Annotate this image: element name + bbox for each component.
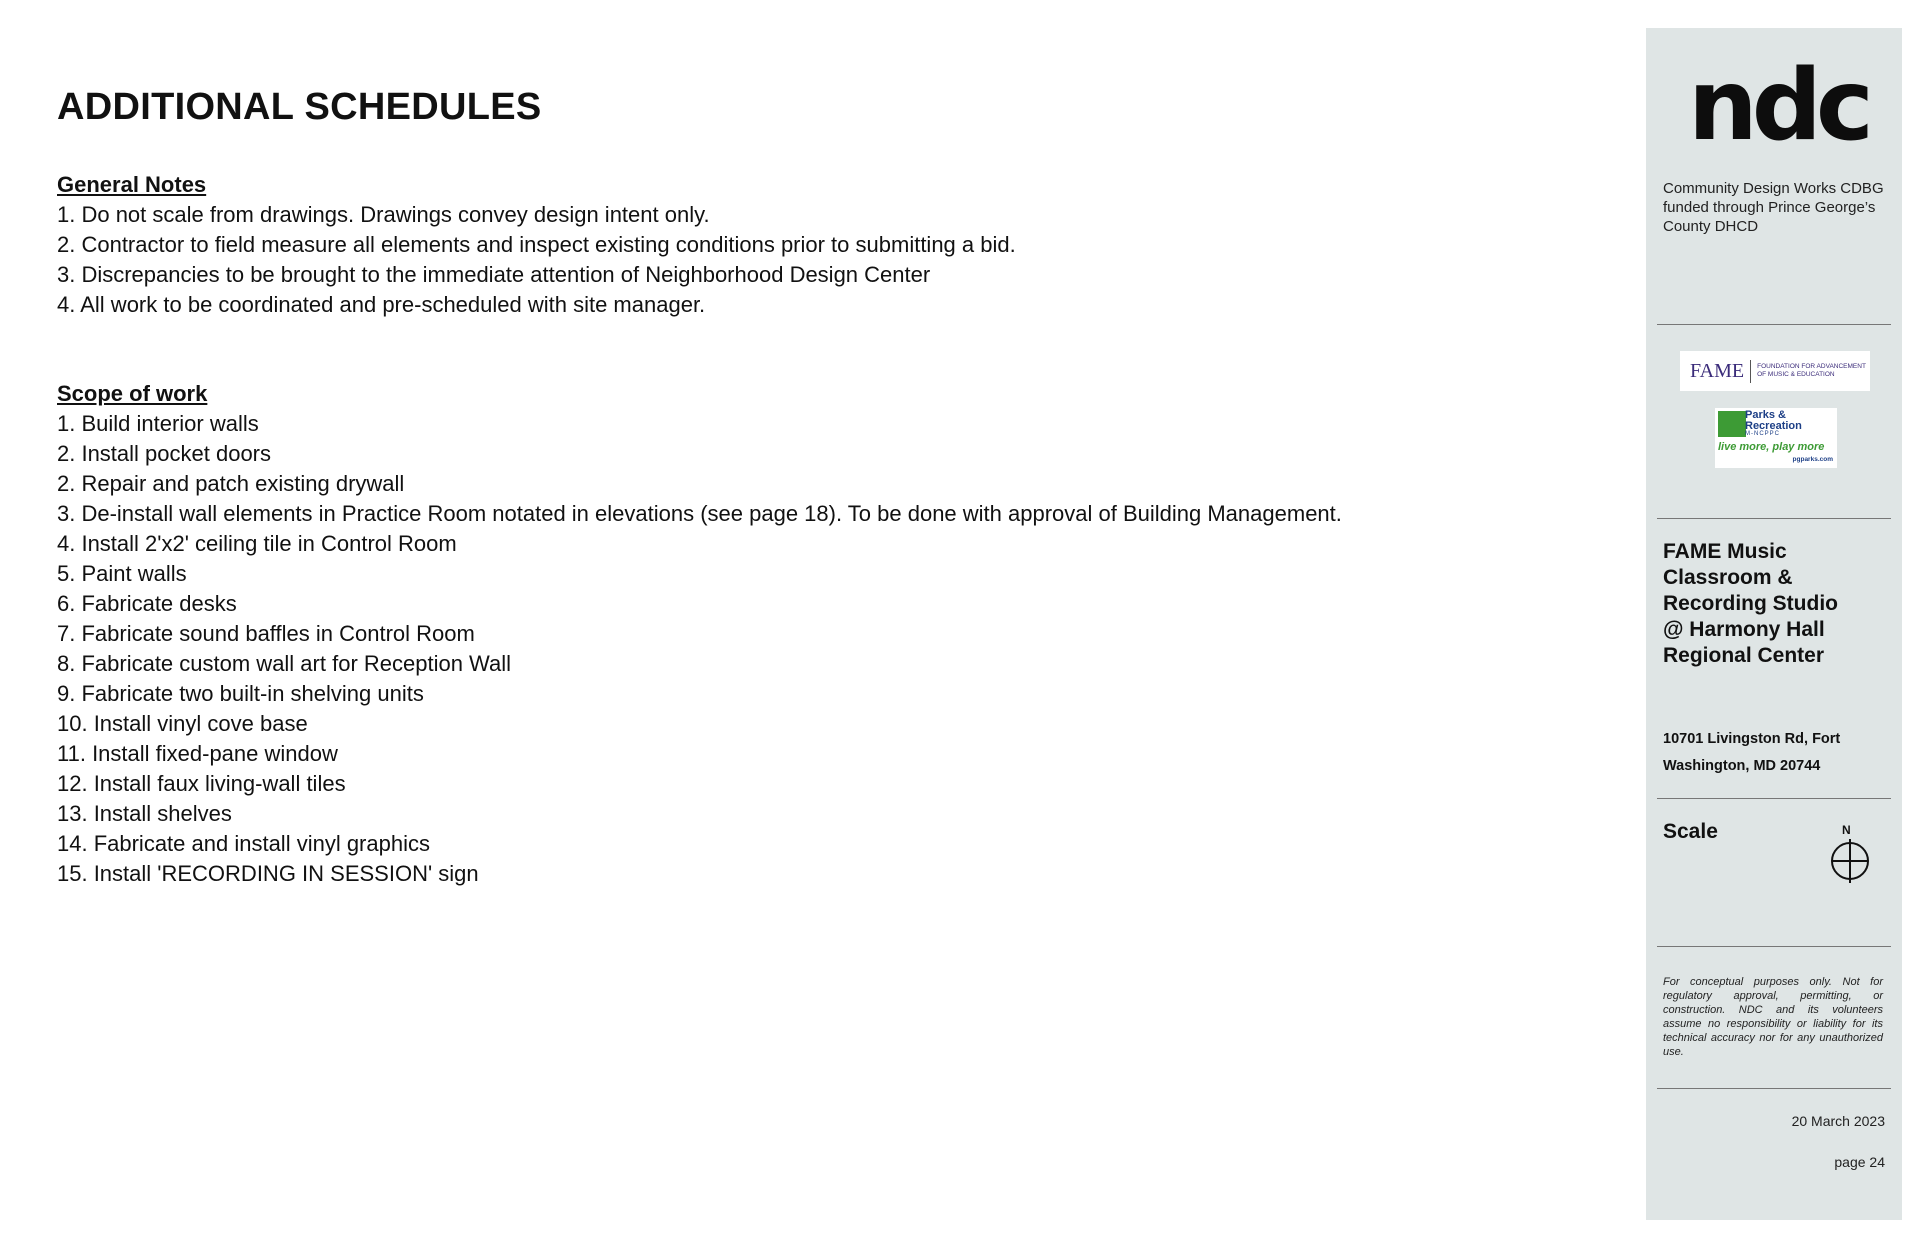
list-item: 1. Build interior walls [57,411,259,436]
list-item: 7. Fabricate sound baffles in Control Room [57,621,475,646]
list-item: 8. Fabricate custom wall art for Reception Wall [57,651,512,676]
fame-logo [1680,351,1870,391]
list-item: 13. Install shelves [57,801,232,826]
divider [1657,518,1891,519]
list-item: 10. Install vinyl cove base [57,711,308,736]
fame-logo-subtext: FOUNDATION FOR ADVANCEMENT OF MUSIC & EDUCATION [1757,363,1866,378]
fame-logo-mark: FAME [1690,360,1751,383]
divider [1657,1088,1891,1089]
leaf-icon [1718,411,1746,437]
drawing-date: 20 March 2023 [1791,1113,1885,1129]
scale-label: Scale [1663,820,1718,843]
list-item: 2. Install pocket doors [57,441,272,466]
parks-logo-url: pgparks.com [1792,456,1833,463]
list-item: 5. Paint walls [57,561,187,586]
list-item: 3. De-install wall elements in Practice Room notated in elevations (see page 18). To be done with approval of Building Management. [57,501,1342,526]
general-notes-heading: General Notes [57,172,207,197]
list-item: 1. Do not scale from drawings. Drawings convey design intent only. [57,202,710,227]
list-item: 9. Fabricate two built-in shelving units [57,681,424,706]
scope-of-work-heading: Scope of work [57,381,208,406]
list-item: 4. All work to be coordinated and pre-scheduled with site manager. [57,292,706,317]
divider [1657,324,1891,325]
list-item: 6. Fabricate desks [57,591,237,616]
project-title: FAME Music Classroom & Recording Studio @ Harmony Hall Regional Center [1663,540,1838,667]
page-number: page 24 [1834,1154,1885,1170]
parks-recreation-logo [1715,408,1837,468]
parks-logo-name-line2: Recreation [1745,420,1802,432]
main-content [57,83,1557,886]
list-item: 11. Install fixed-pane window [57,741,338,766]
scope-of-work-section [57,379,1342,889]
list-item: 4. Install 2'x2' ceiling tile in Control Room [57,531,457,556]
title-block-sidebar [1646,28,1902,1220]
scope-of-work-list [57,409,1342,889]
list-item: 14. Fabricate and install vinyl graphics [57,831,430,856]
list-item: 12. Install faux living-wall tiles [57,771,346,796]
list-item: 2. Contractor to field measure all elements and inspect existing conditions prior to submitting a bid. [57,232,1016,257]
list-item: 15. Install 'RECORDING IN SESSION' sign [57,861,479,886]
general-notes-section [57,170,1016,320]
parks-logo-name-line1: Parks & [1745,409,1786,421]
ndc-logo: ndc [1688,49,1869,163]
list-item: 3. Discrepancies to be brought to the immediate attention of Neighborhood Design Center [57,262,931,287]
parks-logo-subtext: M-NCPPC [1745,431,1780,437]
divider [1657,798,1891,799]
organization-text: Community Design Works CDBG funded through Prince George’s County DHCD [1663,180,1884,235]
parks-logo-tagline: live more, play more [1718,441,1825,453]
disclaimer-text: For conceptual purposes only. Not for regulatory approval, permitting, or construction. NDC and its volunteers assume no responsibility or liability for its technical accuracy nor for any unauthorized use. [1663,976,1883,1058]
north-arrow-icon [1828,837,1872,883]
parks-logo-name [1745,410,1802,432]
divider [1657,946,1891,947]
list-item: 2. Repair and patch existing drywall [57,471,405,496]
north-label: N [1842,823,1851,837]
general-notes-list [57,200,1016,320]
page-title: ADDITIONAL SCHEDULES [57,86,542,128]
project-address: 10701 Livingston Rd, Fort Washington, MD 20744 [1663,731,1841,774]
